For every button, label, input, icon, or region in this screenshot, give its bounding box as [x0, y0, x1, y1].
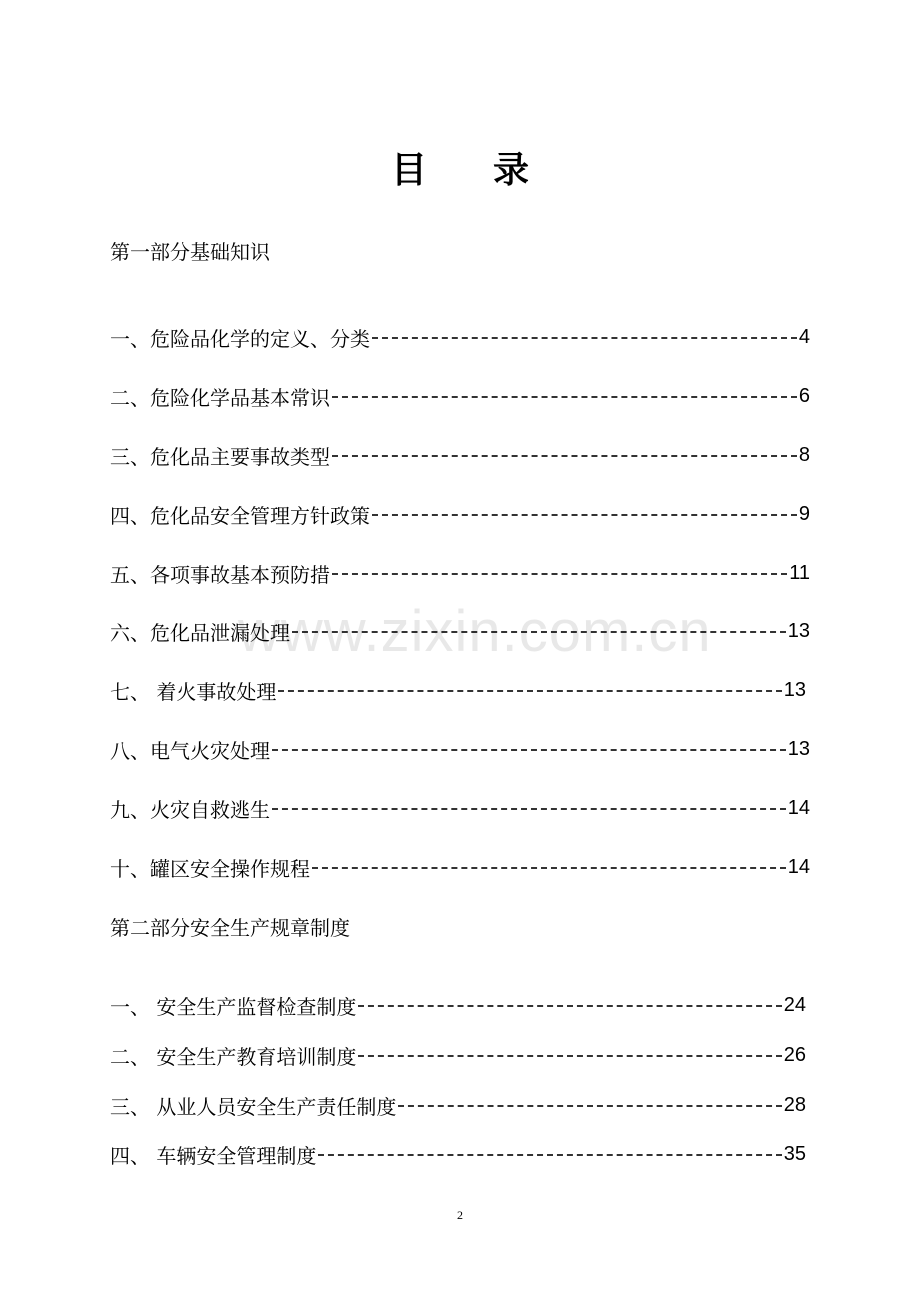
part2-heading: 第二部分安全生产规章制度 [110, 916, 350, 940]
toc-entry-page: 4 [798, 325, 810, 348]
toc-entry-label: 六、危化品泄漏处理 [110, 620, 290, 645]
dot-leader [292, 631, 786, 633]
toc-entry-label: 八、电气火灾处理 [110, 738, 270, 763]
toc-entry[interactable] [110, 616, 810, 646]
dot-leader [358, 1005, 781, 1007]
dot-leader [398, 1105, 781, 1107]
toc-entry-page: 13 [787, 619, 810, 642]
toc-entry-label: 七、 着火事故处理 [110, 679, 277, 704]
toc-title-char-2: 录 [493, 150, 530, 191]
toc-entry[interactable] [110, 675, 806, 705]
toc-title-char-1: 目 [390, 150, 427, 191]
toc-entry[interactable] [110, 1090, 806, 1120]
toc-entry-page: 35 [783, 1142, 806, 1165]
toc-entry-label: 三、 从业人员安全生产责任制度 [110, 1094, 397, 1119]
toc-entry[interactable] [110, 734, 810, 764]
toc-entry[interactable] [110, 499, 810, 529]
toc-entry-label: 四、 车辆安全管理制度 [110, 1143, 317, 1168]
toc-entry[interactable] [110, 990, 806, 1020]
toc-entry-label: 三、危化品主要事故类型 [110, 444, 330, 469]
toc-entry[interactable] [110, 1040, 806, 1070]
toc-entry-page: 8 [798, 443, 810, 466]
dot-leader [372, 337, 797, 339]
toc-entry-page: 13 [783, 678, 806, 701]
toc-entry-label: 二、危险化学品基本常识 [110, 385, 330, 410]
dot-leader [318, 1154, 781, 1156]
toc-entry-page: 28 [783, 1093, 806, 1116]
toc-entry[interactable] [110, 381, 810, 411]
toc-entry-page: 6 [798, 384, 810, 407]
toc-entry[interactable] [110, 1139, 806, 1169]
toc-entry-label: 一、危险品化学的定义、分类 [110, 326, 370, 351]
part1-heading: 第一部分基础知识 [110, 240, 270, 264]
toc-entry[interactable] [110, 558, 810, 588]
toc-entry[interactable] [110, 440, 810, 470]
dot-leader [372, 514, 797, 516]
toc-entry-page: 26 [783, 1043, 806, 1066]
toc-entry-label: 一、 安全生产监督检查制度 [110, 994, 357, 1019]
toc-entry[interactable] [110, 322, 810, 352]
toc-entry-page: 9 [798, 502, 810, 525]
toc-entry-page: 14 [787, 855, 810, 878]
toc-entry-label: 九、火灾自救逃生 [110, 797, 270, 822]
toc-entry-label: 五、各项事故基本预防措 [110, 562, 330, 587]
dot-leader [272, 808, 786, 810]
toc-entry-label: 十、罐区安全操作规程 [110, 856, 310, 881]
toc-entry-page: 13 [787, 737, 810, 760]
toc-entry-label: 二、 安全生产教育培训制度 [110, 1044, 357, 1069]
page-number: 2 [457, 1208, 463, 1222]
dot-leader [332, 573, 787, 575]
toc-entry-page: 24 [783, 993, 806, 1016]
dot-leader [312, 867, 786, 869]
toc-entry[interactable] [110, 793, 810, 823]
toc-title [0, 142, 920, 193]
toc-entry-page: 11 [789, 561, 810, 584]
dot-leader [332, 455, 797, 457]
dot-leader [358, 1055, 781, 1057]
dot-leader [332, 396, 797, 398]
dot-leader [272, 749, 786, 751]
toc-entry-page: 14 [787, 796, 810, 819]
watermark: www.zixin.com.cn [238, 599, 712, 664]
toc-entry[interactable] [110, 852, 810, 882]
dot-leader [278, 690, 781, 692]
toc-entry-label: 四、危化品安全管理方针政策 [110, 503, 370, 528]
